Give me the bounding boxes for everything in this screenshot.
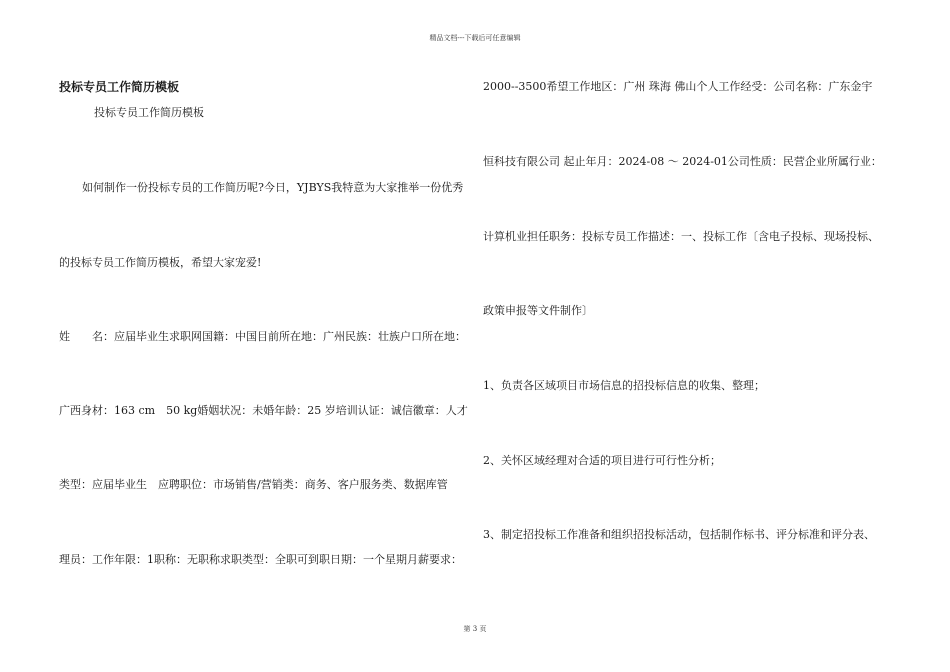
document-subtitle: 投标专员工作简历模板: [94, 106, 204, 119]
body-line: 的投标专员工作简历模板，希望大家宠爱!: [59, 256, 262, 269]
body-line: 政策申报等文件制作〕: [483, 304, 593, 317]
page-header: 精品文档---下载后可任意编辑: [429, 34, 521, 42]
body-line: 广西身材：163 cm 50 kg婚姻状况：未婚年龄：25 岁培训认证：诚信徽章：人才: [59, 404, 468, 417]
body-line: 计算机业担任职务：投标专员工作描述：一、投标工作〔含电子投标、现场投标、: [483, 230, 879, 243]
body-line: 1、负责各区域项目市场信息的招投标信息的收集、整理；: [483, 379, 765, 392]
body-line: 2、关怀区域经理对合适的项目进行可行性分析；: [483, 454, 721, 467]
body-line: 3、制定招投标工作准备和组织招投标活动，包括制作标书、评分标准和评分表、: [483, 528, 875, 541]
body-line: 理员：工作年限：1职称：无职称求职类型：全职可到职日期：一个星期月薪要求：: [59, 553, 462, 566]
body-line: 恒科技有限公司 起止年月：2024-08 ～ 2024-01公司性质：民营企业所属行业：: [483, 155, 882, 168]
page-number: 第 3 页: [463, 625, 487, 633]
body-line: 姓 名：应届毕业生求职网国籍：中国目前所在地：广州民族：壮族户口所在地：: [59, 330, 466, 343]
body-line: 如何制作一份投标专员的工作简历呢?今日，YJBYS我特意为大家推举一份优秀: [82, 181, 464, 194]
body-line: 2000--3500希望工作地区：广州 珠海 佛山个人工作经受：公司名称：广东金宇: [483, 80, 873, 93]
document-title: 投标专员工作简历模板: [59, 80, 180, 94]
body-line: 类型：应届毕业生 应聘职位：市场销售/营销类：商务、客户服务类、数据库管: [59, 478, 448, 491]
